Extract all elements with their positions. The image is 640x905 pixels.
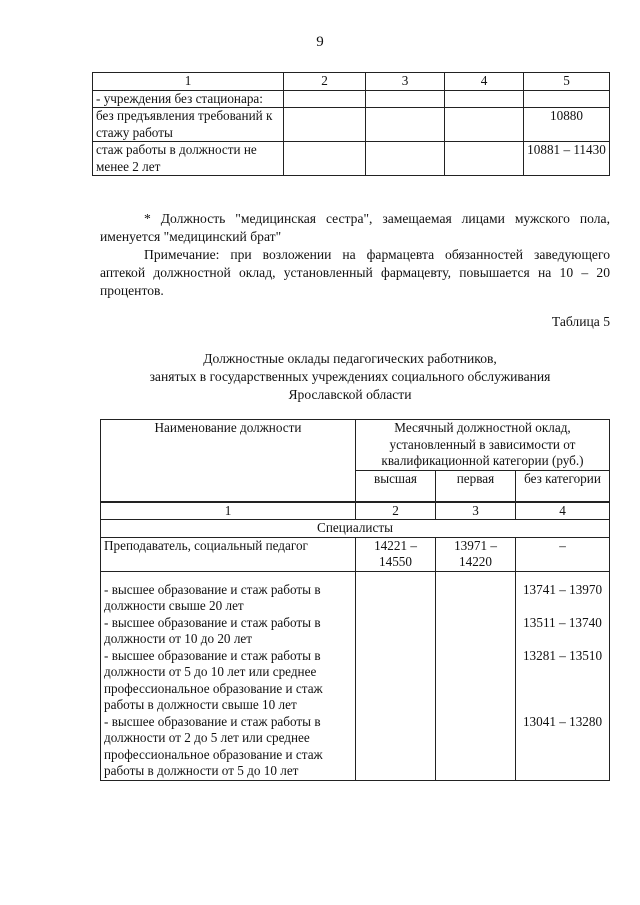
subheader-none: без категории — [516, 470, 610, 502]
position-name: стаж работы в должности не менее 2 лет — [93, 142, 284, 176]
value-cell — [284, 90, 366, 108]
table-row — [101, 615, 610, 648]
header-cell: 5 — [524, 73, 610, 91]
pedagogical-salary-table — [100, 419, 610, 781]
value-cell — [366, 142, 445, 176]
salary-first — [436, 615, 516, 648]
table-row — [101, 537, 610, 571]
salary-higher — [356, 648, 436, 714]
table-row — [101, 714, 610, 781]
salary-first — [436, 714, 516, 781]
column-header-position: Наименование должности — [101, 420, 356, 502]
section-row — [101, 520, 610, 538]
table-row — [93, 108, 610, 142]
column-number: 1 — [101, 502, 356, 520]
table-row — [93, 142, 610, 176]
table-caption: Таблица 5 — [551, 314, 610, 329]
salary-value: 10881 – 11430 — [524, 142, 610, 176]
table-header-row — [101, 420, 610, 471]
table-header-row — [93, 73, 610, 91]
salary-higher — [356, 571, 436, 615]
header-cell: 3 — [366, 73, 445, 91]
column-number: 2 — [356, 502, 436, 520]
value-cell — [284, 142, 366, 176]
value-cell — [445, 108, 524, 142]
salary-higher: 14221 – 14550 — [356, 537, 436, 571]
salary-higher — [356, 615, 436, 648]
header-cell: 2 — [284, 73, 366, 91]
position-name: - высшее образование и стаж работы в должности свыше 20 лет — [101, 571, 356, 615]
header-cell: 4 — [445, 73, 524, 91]
value-cell — [445, 90, 524, 108]
value-cell — [445, 142, 524, 176]
subheader-higher: высшая — [356, 470, 436, 502]
position-name: - учреждения без стационара: — [93, 90, 284, 108]
title-line: Ярославской области — [288, 387, 412, 402]
position-name: - высшее образование и стаж работы в должности от 10 до 20 лет — [101, 615, 356, 648]
value-cell — [524, 90, 610, 108]
title-line: Должностные оклады педагогических работников, — [203, 351, 497, 366]
salary-none: 13281 – 13510 — [516, 648, 610, 714]
note-paragraph: Примечание: при возложении на фармацевта обязанностей заведующего аптекой должностной оклад, установленный фармацевту, повышается на 10 – 20 процентов. — [100, 247, 610, 298]
position-name: без предъявления требований к стажу работы — [93, 108, 284, 142]
salary-none: 13041 – 13280 — [516, 714, 610, 781]
position-name: - высшее образование и стаж работы в должности от 5 до 10 лет или среднее профессиональное образование и стаж работы в должности свыше 10 лет — [101, 648, 356, 714]
header-cell: 1 — [93, 73, 284, 91]
column-number: 3 — [436, 502, 516, 520]
value-cell — [284, 108, 366, 142]
salary-none: 13741 – 13970 — [516, 571, 610, 615]
footnote: * Должность "медицинская сестра", замещаемая лицами мужского пола, именуется "медицинский брат" — [100, 211, 610, 244]
salary-first: 13971 – 14220 — [436, 537, 516, 571]
salary-none: 13511 – 13740 — [516, 615, 610, 648]
value-cell — [366, 108, 445, 142]
value-cell — [366, 90, 445, 108]
table-row — [101, 571, 610, 615]
salary-first — [436, 571, 516, 615]
salary-none: – — [516, 537, 610, 571]
column-number-row — [101, 502, 610, 520]
column-number: 4 — [516, 502, 610, 520]
salary-value: 10880 — [524, 108, 610, 142]
column-header-salary: Месячный должностной оклад, установленный в зависимости от квалификационной категории (руб.) — [356, 420, 610, 471]
page-number: 9 — [316, 34, 324, 50]
table-title — [80, 350, 620, 404]
subheader-first: первая — [436, 470, 516, 502]
position-name: Преподаватель, социальный педагог — [101, 537, 356, 571]
table-row — [93, 90, 610, 108]
title-line: занятых в государственных учреждениях социального обслуживания — [149, 369, 551, 384]
section-title: Специалисты — [101, 520, 610, 538]
position-name: - высшее образование и стаж работы в должности от 2 до 5 лет или среднее профессиональное образование и стаж работы в должности от 5 до 10 лет — [101, 714, 356, 781]
table-row — [101, 648, 610, 714]
salary-table-continued — [92, 72, 610, 176]
salary-higher — [356, 714, 436, 781]
salary-first — [436, 648, 516, 714]
